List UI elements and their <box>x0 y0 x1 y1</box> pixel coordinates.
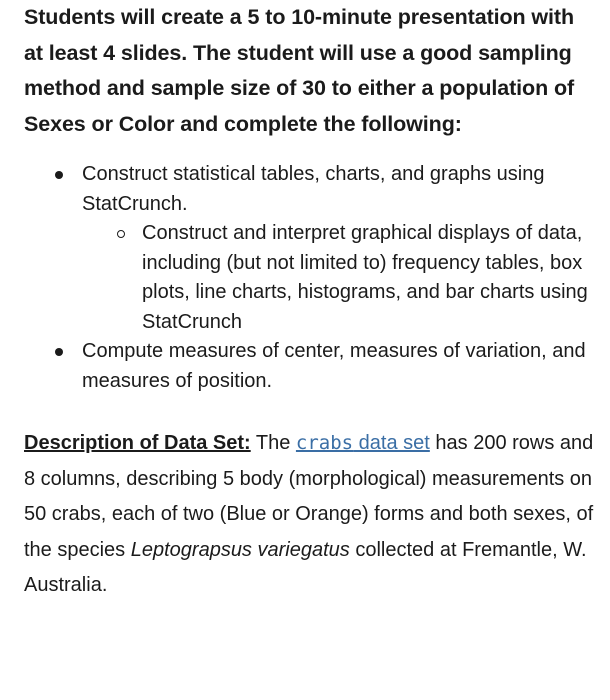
link-text-rest: data set <box>353 432 430 454</box>
task-text: Construct statistical tables, charts, and graphs using StatCrunch. <box>82 163 545 215</box>
subtask-item <box>142 219 594 337</box>
description-label: Description of Data Set: <box>24 432 251 454</box>
description-text-prefix: The <box>250 432 296 454</box>
link-text-crabs: crabs <box>295 432 354 454</box>
bullet-disc-icon <box>55 171 63 179</box>
task-text: Compute measures of center, measures of variation, and measures of position. <box>82 340 586 392</box>
data-set-description <box>24 426 594 604</box>
task-item <box>82 160 594 337</box>
crabs-data-set-link[interactable] <box>296 432 430 454</box>
assignment-intro: Students will create a 5 to 10-minute presentation with at least 4 slides. The student will use a good sampling method and sample size of 30 to either a population of Sexes or Color and complete the following: <box>24 5 575 136</box>
task-item <box>82 337 594 396</box>
subtask-text: Construct and interpret graphical displays of data, including (but not limited to) frequency tables, box plots, line charts, histograms, and bar charts using StatCrunch <box>142 222 588 333</box>
bullet-disc-icon <box>55 348 63 356</box>
subtask-list <box>82 219 594 337</box>
description-text-end: collected at Fremantle, W. Australia. <box>24 538 587 596</box>
description-text-body: has 200 rows and 8 columns, describing 5 body (morphological) measurements on 50 crabs, each of two (Blue or Orange) forms and both sexes, of the species <box>24 432 594 561</box>
species-name: Leptograpsus variegatus <box>130 538 350 561</box>
bullet-circle-icon <box>117 230 125 238</box>
task-list <box>24 160 594 396</box>
document <box>24 0 594 604</box>
